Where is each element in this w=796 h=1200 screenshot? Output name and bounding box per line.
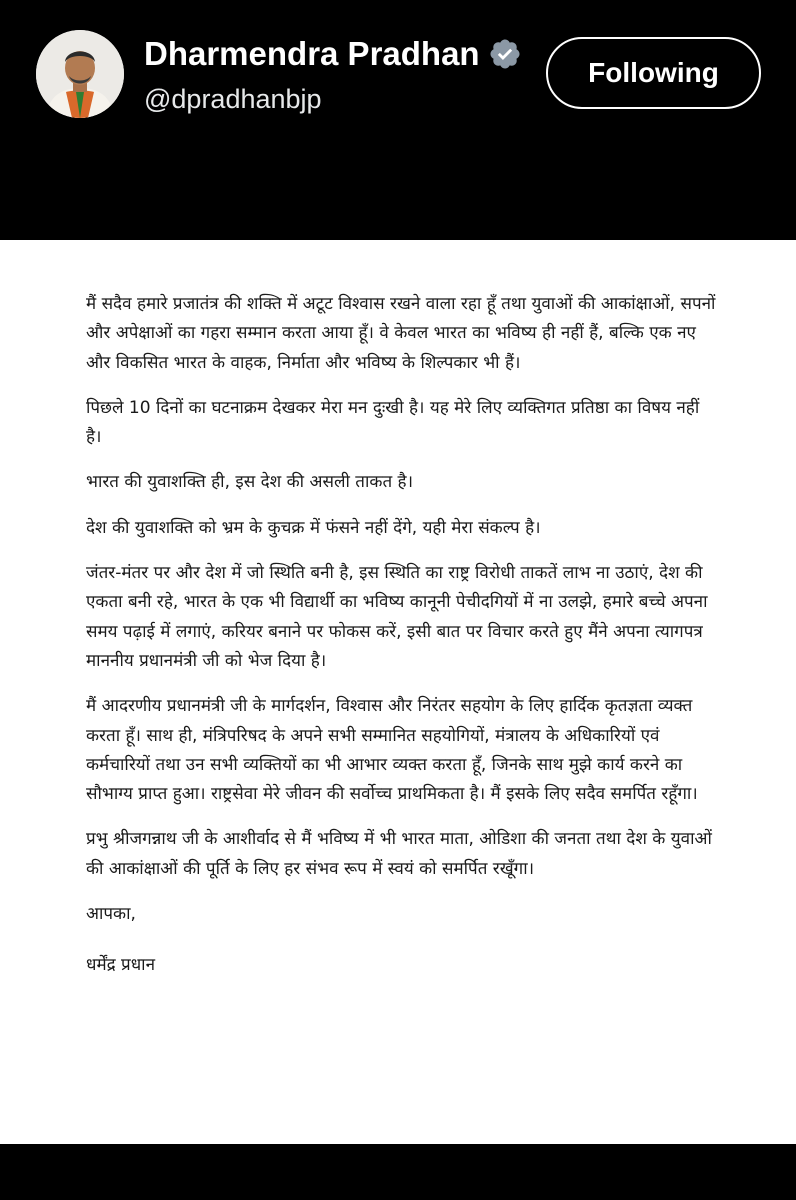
letter-paragraph: देश की युवाशक्ति को भ्रम के कुचक्र में फंसने नहीं देंगे, यही मेरा संकल्प है। [86, 517, 541, 538]
letter-paragraph: प्रभु श्रीजगन्नाथ जी के आशीर्वाद से मैं भविष्य में भी भारत माता, ओडिशा की जनता तथा देश के युवाओं की आकांक्षाओं की पूर्ति के लिए हर संभव रूप में स्वयं को समर्पित रखूँगा। [86, 829, 712, 879]
avatar-portrait-icon [36, 30, 124, 118]
bottom-bar [0, 1144, 796, 1200]
letter-paragraph: भारत की युवाशक्ति ही, इस देश की असली ताकत है। [86, 472, 414, 493]
letter-paragraph: जंतर-मंतर पर और देश में जो स्थिति बनी है, इस स्थिति का राष्ट्र विरोधी ताकतें लाभ ना उठाएं, देश की एकता बनी रहे, भारत के एक भी विद्यार्थी का भविष्य कानूनी पेचीदगियों में ना उलझे, हमारे बच्चे अपना समय पढ़ाई में लगाएं, करियर बनाने पर फोकस करें, इसी बात पर विचार करते हुए मैंने अपना त्यागपत्र माननीय प्रधानमंत्री जी को भेज दिया है। [86, 563, 708, 671]
author-handle[interactable]: @dpradhanbjp [144, 84, 322, 114]
letter-closing: आपका, [86, 904, 136, 925]
letter-paragraph: मैं आदरणीय प्रधानमंत्री जी के मार्गदर्शन, विश्वास और निरंतर सहयोग के लिए हार्दिक कृतज्ञता व्यक्त करता हूँ। साथ ही, मंत्रिपरिषद के अपने सभी सम्मानित सहयोगियों, मंत्रालय के अधिकारियों एवं कर्मचारियों तथा उन सभी व्यक्तियों का भी आभार व्यक्त करता हूँ, जिनके साथ मुझे कार्य करने का सौभाग्य प्राप्त हुआ। राष्ट्रसेवा मेरे जीवन की सर्वोच्च प्राथमिकता है। मैं इसके लिए सदैव समर्पित रहूँगा। [86, 696, 698, 805]
tweet-header [0, 0, 796, 240]
letter-paragraph: पिछले 10 दिनों का घटनाक्रम देखकर मेरा मन दुःखी है। यह मेरे लिए व्यक्तिगत प्रतिष्ठा का विषय नहीं है। [86, 397, 700, 448]
verified-badge-icon [488, 37, 522, 71]
profile-avatar[interactable] [36, 30, 124, 118]
letter-image[interactable] [0, 240, 796, 1144]
letter-paragraph: मैं सदैव हमारे प्रजातंत्र की शक्ति में अटूट विश्वास रखने वाला रहा हूँ तथा युवाओं की आकांक्षाओं, सपनों और अपेक्षाओं का गहरा सम्मान करता आया हूँ। वे केवल भारत का भविष्य ही नहीं हैं, बल्कि एक नए और विकसित भारत के वाहक, निर्माता और भविष्य के शिल्पकार भी हैं। [86, 294, 716, 373]
letter-body [86, 290, 716, 997]
following-button[interactable]: Following [546, 37, 761, 109]
author-display-name[interactable] [144, 34, 522, 74]
author-name-text: Dharmendra Pradhan [144, 35, 480, 72]
letter-signature: धर्मेंद्र प्रधान [86, 955, 156, 976]
